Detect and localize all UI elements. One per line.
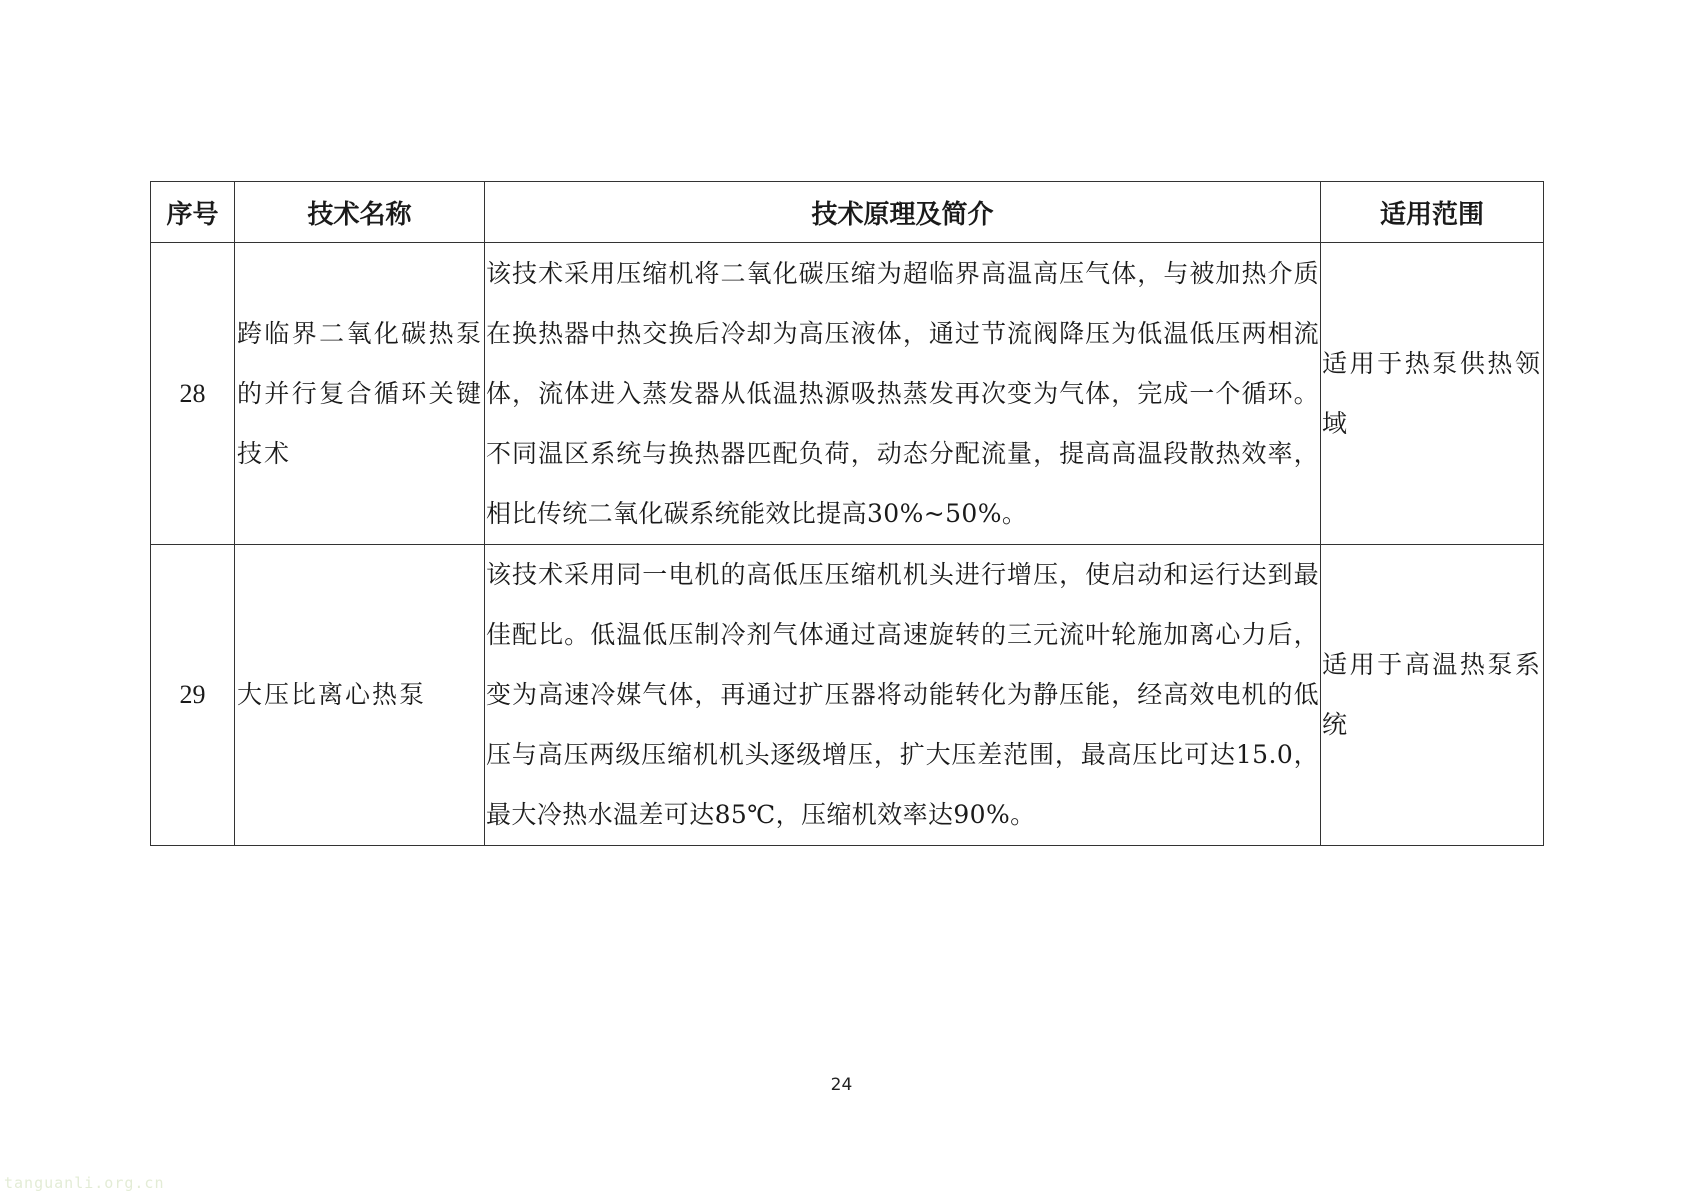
- application-scope: 适用于高温热泵系统: [1321, 545, 1544, 846]
- page-number: 24: [830, 1075, 853, 1095]
- header-desc: 技术原理及简介: [485, 182, 1321, 243]
- table-header-row: [151, 182, 1544, 243]
- row-number: 29: [151, 545, 235, 846]
- table-row: [151, 243, 1544, 545]
- header-no: 序号: [151, 182, 235, 243]
- technology-name: 大压比离心热泵: [235, 545, 485, 846]
- watermark-text: tanguanli.org.cn: [4, 1174, 165, 1192]
- row-number: 28: [151, 243, 235, 545]
- technology-table: [150, 181, 1544, 846]
- technology-description: 该技术采用同一电机的高低压压缩机机头进行增压，使启动和运行达到最佳配比。低温低压制冷剂气体通过高速旋转的三元流叶轮施加离心力后，变为高速冷媒气体，再通过扩压器将动能转化为静压能，经高效电机的低压与高压两级压缩机机头逐级增压，扩大压差范围，最高压比可达15.0，最大冷热水温差可达85℃，压缩机效率达90%。: [485, 545, 1321, 846]
- header-scope: 适用范围: [1321, 182, 1544, 243]
- application-scope: 适用于热泵供热领域: [1321, 243, 1544, 545]
- table-row: [151, 545, 1544, 846]
- header-name: 技术名称: [235, 182, 485, 243]
- technology-description: 该技术采用压缩机将二氧化碳压缩为超临界高温高压气体，与被加热介质在换热器中热交换后冷却为高压液体，通过节流阀降压为低温低压两相流体，流体进入蒸发器从低温热源吸热蒸发再次变为气体，完成一个循环。不同温区系统与换热器匹配负荷，动态分配流量，提高高温段散热效率，相比传统二氧化碳系统能效比提高30%~50%。: [485, 243, 1321, 545]
- technology-name: 跨临界二氧化碳热泵的并行复合循环关键技术: [235, 243, 485, 545]
